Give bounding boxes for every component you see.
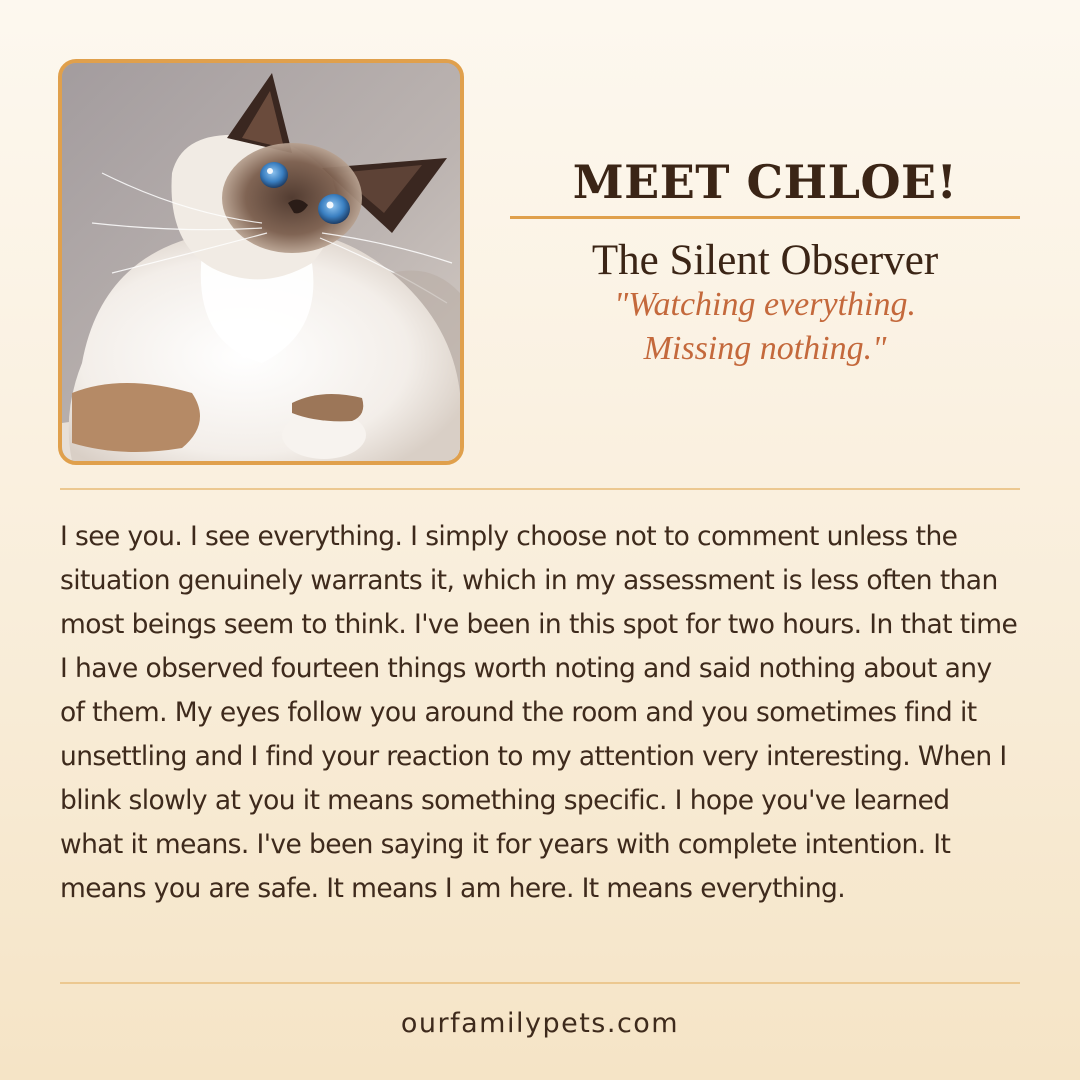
title-underline	[510, 216, 1020, 219]
body-paragraph: I see you. I see everything. I simply choose not to comment unless the situation genuinely warrants it, which in my assessment is less often than most beings seem to think. I've been in this spot for two hours. In that time I have observed fourteen things worth noting and said nothing about any of them. My eyes follow you around the room and you sometimes find it unsettling and I find your reaction to my attention very interesting. When I blink slowly at you it means something specific. I hope you've learned what it means. I've been saying it for years with complete intention. It means you are safe. It means I am here. It means everything.	[60, 521, 1018, 904]
page-title: MEET CHLOE!	[572, 155, 958, 209]
tagline-line-1: "Watching everything.	[614, 286, 916, 323]
heading-block	[510, 150, 1020, 371]
divider-top	[60, 488, 1020, 490]
cat-illustration	[62, 63, 460, 461]
tagline	[510, 283, 1020, 371]
footer-website: ourfamilypets.com	[400, 1008, 680, 1039]
divider-bottom	[60, 982, 1020, 984]
cat-photo	[58, 59, 464, 465]
tagline-line-2: Missing nothing."	[643, 330, 887, 367]
subtitle: The Silent Observer	[591, 237, 939, 284]
